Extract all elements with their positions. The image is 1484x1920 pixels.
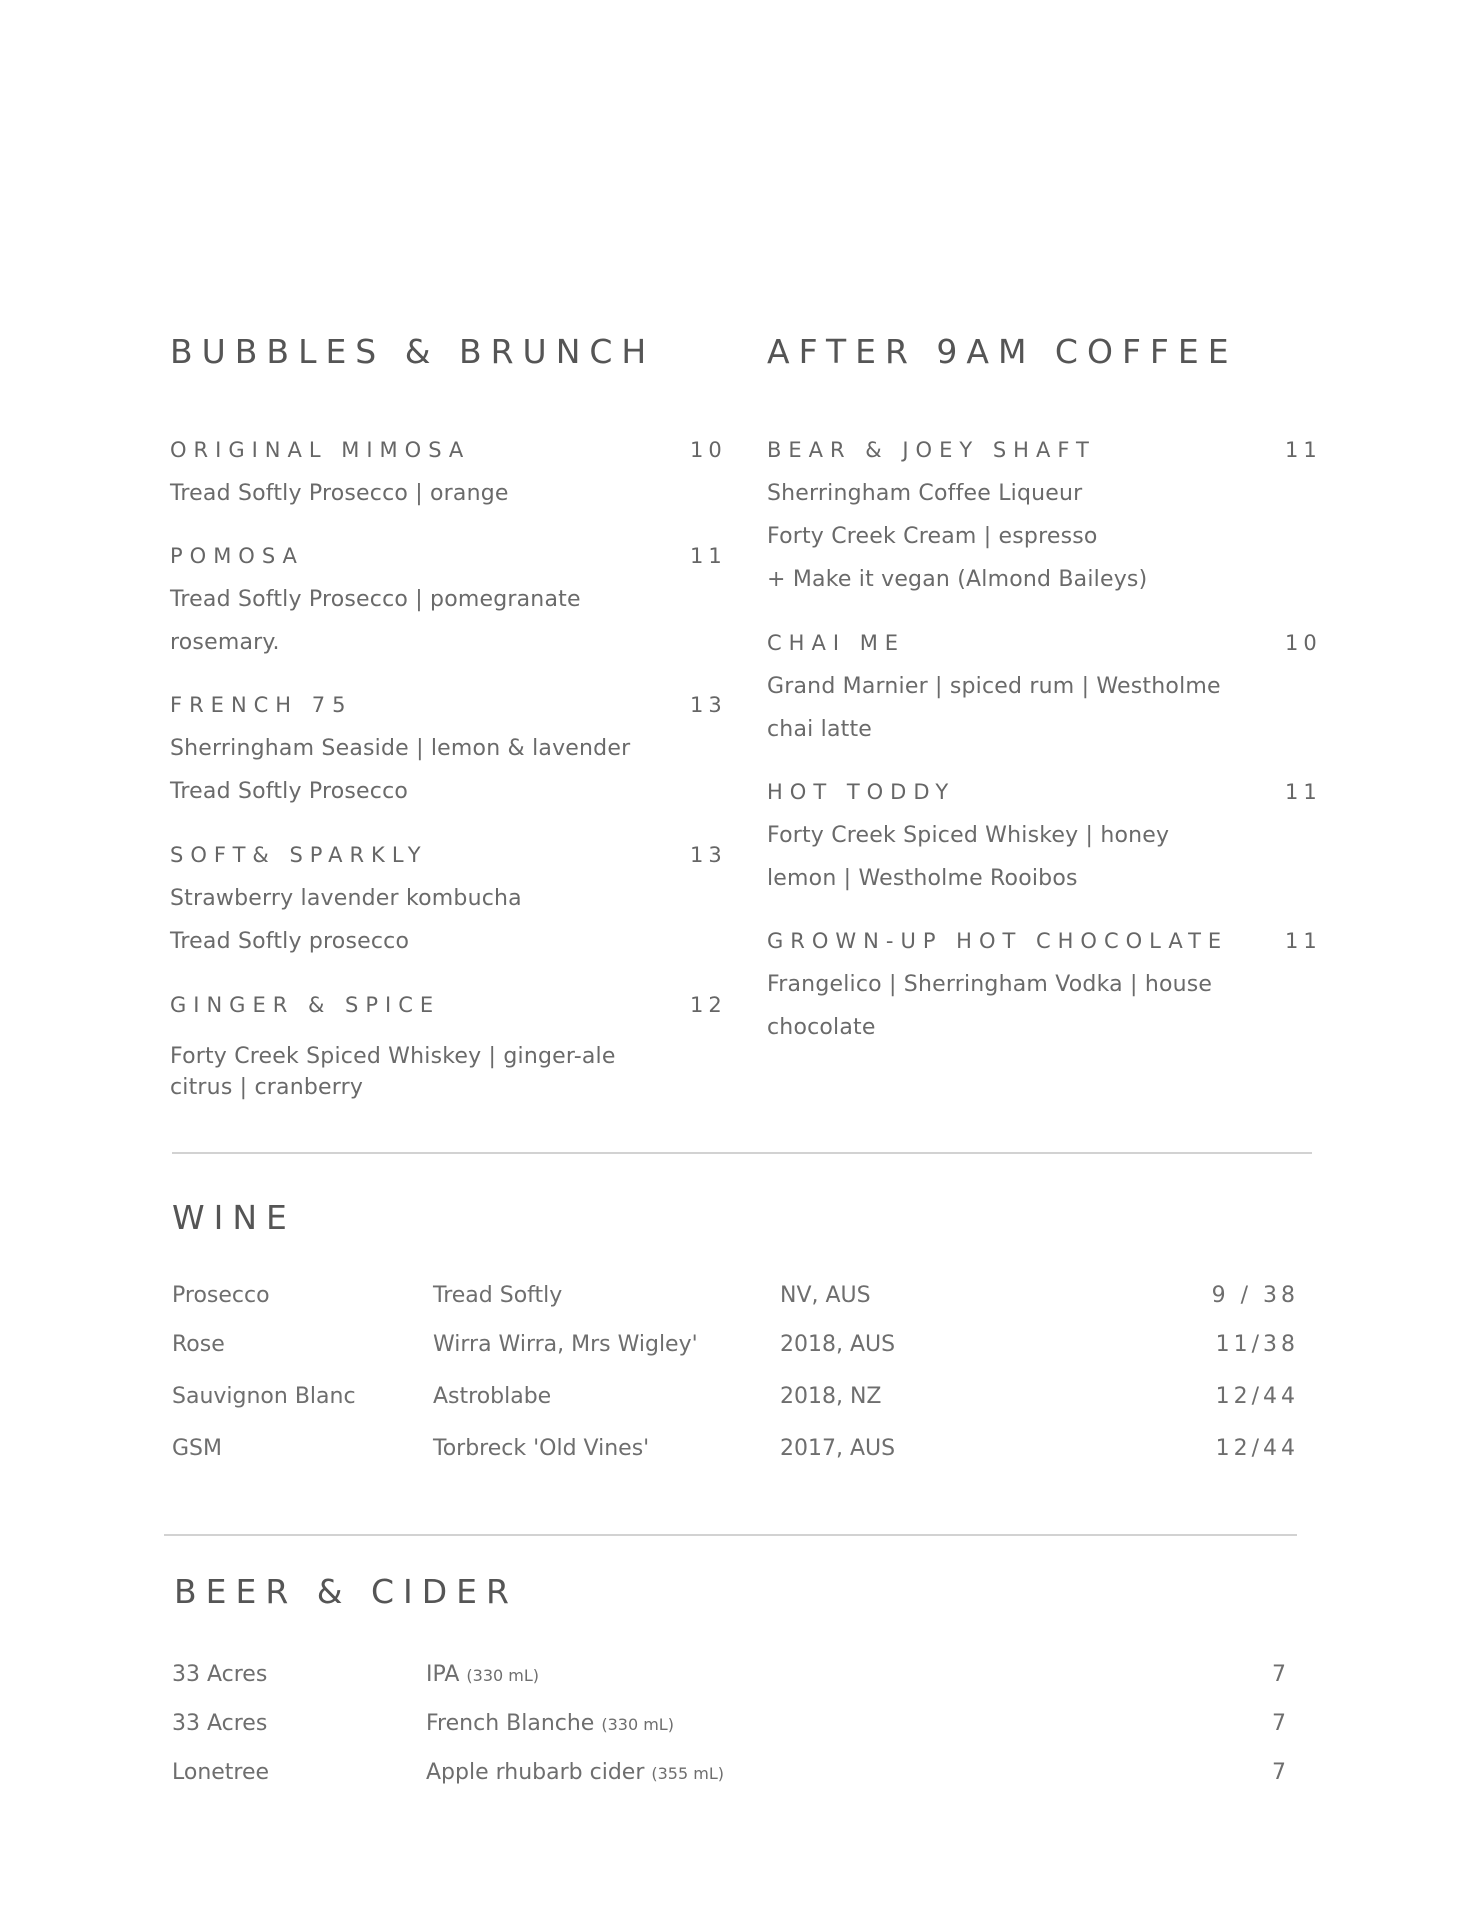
item-name-bear-joey-shaft: BEAR & JOEY SHAFT (767, 438, 1096, 462)
item-desc-ginger-spice-line1: Forty Creek Spiced Whiskey | ginger-ale (170, 1044, 616, 1069)
wine-price: 9 / 38 (1211, 1283, 1299, 1308)
wine-origin: 2017, AUS (780, 1436, 896, 1461)
item-desc-soft-sparkly-line1: Strawberry lavender kombucha (170, 886, 522, 911)
beer-style-name: IPA (426, 1662, 460, 1687)
item-price-grown-up-hot-chocolate: 11 (1285, 929, 1322, 953)
coffee-section-title: AFTER 9AM COFFEE (767, 332, 1238, 371)
item-price-original-mimosa: 10 (690, 438, 727, 462)
beer-price: 7 (1272, 1760, 1290, 1785)
item-price-hot-toddy: 11 (1285, 780, 1322, 804)
beer-style (426, 1760, 724, 1785)
item-desc-ginger-spice-line2: citrus | cranberry (170, 1075, 364, 1100)
item-price-chai-me: 10 (1285, 631, 1322, 655)
wine-type: Rose (172, 1332, 225, 1357)
item-desc-soft-sparkly-line2: Tread Softly prosecco (170, 929, 410, 954)
beer-brand: 33 Acres (172, 1711, 268, 1736)
wine-price: 12/44 (1215, 1436, 1299, 1461)
beer-brand: 33 Acres (172, 1662, 268, 1687)
beer-price: 7 (1272, 1711, 1290, 1736)
item-desc-french-75-line1: Sherringham Seaside | lemon & lavender (170, 736, 631, 761)
beer-section-title: BEER & CIDER (174, 1572, 518, 1611)
wine-producer: Wirra Wirra, Mrs Wigley' (433, 1332, 698, 1357)
beer-size: (330 mL) (466, 1666, 540, 1685)
wine-producer: Torbreck 'Old Vines' (433, 1436, 650, 1461)
item-name-chai-me: CHAI ME (767, 631, 906, 655)
item-desc-original-mimosa: Tread Softly Prosecco | orange (170, 481, 509, 506)
beer-style-name: French Blanche (426, 1711, 595, 1736)
wine-price: 11/38 (1215, 1332, 1299, 1357)
item-name-pomosa: POMOSA (170, 544, 304, 568)
item-desc-bear-joey-shaft-line3: + Make it vegan (Almond Baileys) (767, 567, 1148, 592)
wine-type: GSM (172, 1436, 222, 1461)
item-name-french-75: FRENCH 75 (170, 693, 353, 717)
item-name-original-mimosa: ORIGINAL MIMOSA (170, 438, 471, 462)
item-name-ginger-spice: GINGER & SPICE (170, 993, 441, 1017)
beer-style (426, 1662, 539, 1687)
beer-brand: Lonetree (172, 1760, 270, 1785)
beer-size: (355 mL) (651, 1764, 724, 1783)
bubbles-section-title: BUBBLES & BRUNCH (170, 332, 656, 371)
wine-producer: Tread Softly (433, 1283, 563, 1308)
item-desc-bear-joey-shaft-line2: Forty Creek Cream | espresso (767, 524, 1098, 549)
section-divider (164, 1534, 1297, 1536)
item-desc-hot-toddy-line2: lemon | Westholme Rooibos (767, 866, 1078, 891)
item-desc-grown-up-hot-chocolate-line1: Frangelico | Sherringham Vodka | house (767, 972, 1213, 997)
item-price-ginger-spice: 12 (690, 993, 727, 1017)
item-desc-french-75-line2: Tread Softly Prosecco (170, 779, 409, 804)
item-desc-pomosa-line2: rosemary. (170, 630, 280, 655)
item-price-bear-joey-shaft: 11 (1285, 438, 1322, 462)
wine-type: Prosecco (172, 1283, 270, 1308)
beer-style (426, 1711, 674, 1736)
item-desc-hot-toddy-line1: Forty Creek Spiced Whiskey | honey (767, 823, 1170, 848)
item-name-soft-sparkly: SOFT& SPARKLY (170, 843, 428, 867)
item-desc-pomosa-line1: Tread Softly Prosecco | pomegranate (170, 587, 581, 612)
item-price-french-75: 13 (690, 693, 727, 717)
item-price-pomosa: 11 (690, 544, 727, 568)
section-divider (172, 1152, 1312, 1154)
beer-style-name: Apple rhubarb cider (426, 1760, 645, 1785)
beer-size: (330 mL) (601, 1715, 674, 1734)
beer-price: 7 (1272, 1662, 1290, 1687)
item-desc-chai-me-line2: chai latte (767, 717, 873, 742)
wine-origin: 2018, AUS (780, 1332, 896, 1357)
wine-origin: NV, AUS (780, 1283, 871, 1308)
item-desc-bear-joey-shaft-line1: Sherringham Coffee Liqueur (767, 481, 1083, 506)
wine-price: 12/44 (1215, 1384, 1299, 1409)
item-price-soft-sparkly: 13 (690, 843, 727, 867)
wine-origin: 2018, NZ (780, 1384, 882, 1409)
wine-producer: Astroblabe (433, 1384, 552, 1409)
wine-type: Sauvignon Blanc (172, 1384, 356, 1409)
wine-section-title: WINE (172, 1198, 296, 1237)
item-name-hot-toddy: HOT TODDY (767, 780, 956, 804)
item-desc-chai-me-line1: Grand Marnier | spiced rum | Westholme (767, 674, 1221, 699)
item-name-grown-up-hot-chocolate: GROWN-UP HOT CHOCOLATE (767, 929, 1229, 953)
item-desc-grown-up-hot-chocolate-line2: chocolate (767, 1015, 876, 1040)
